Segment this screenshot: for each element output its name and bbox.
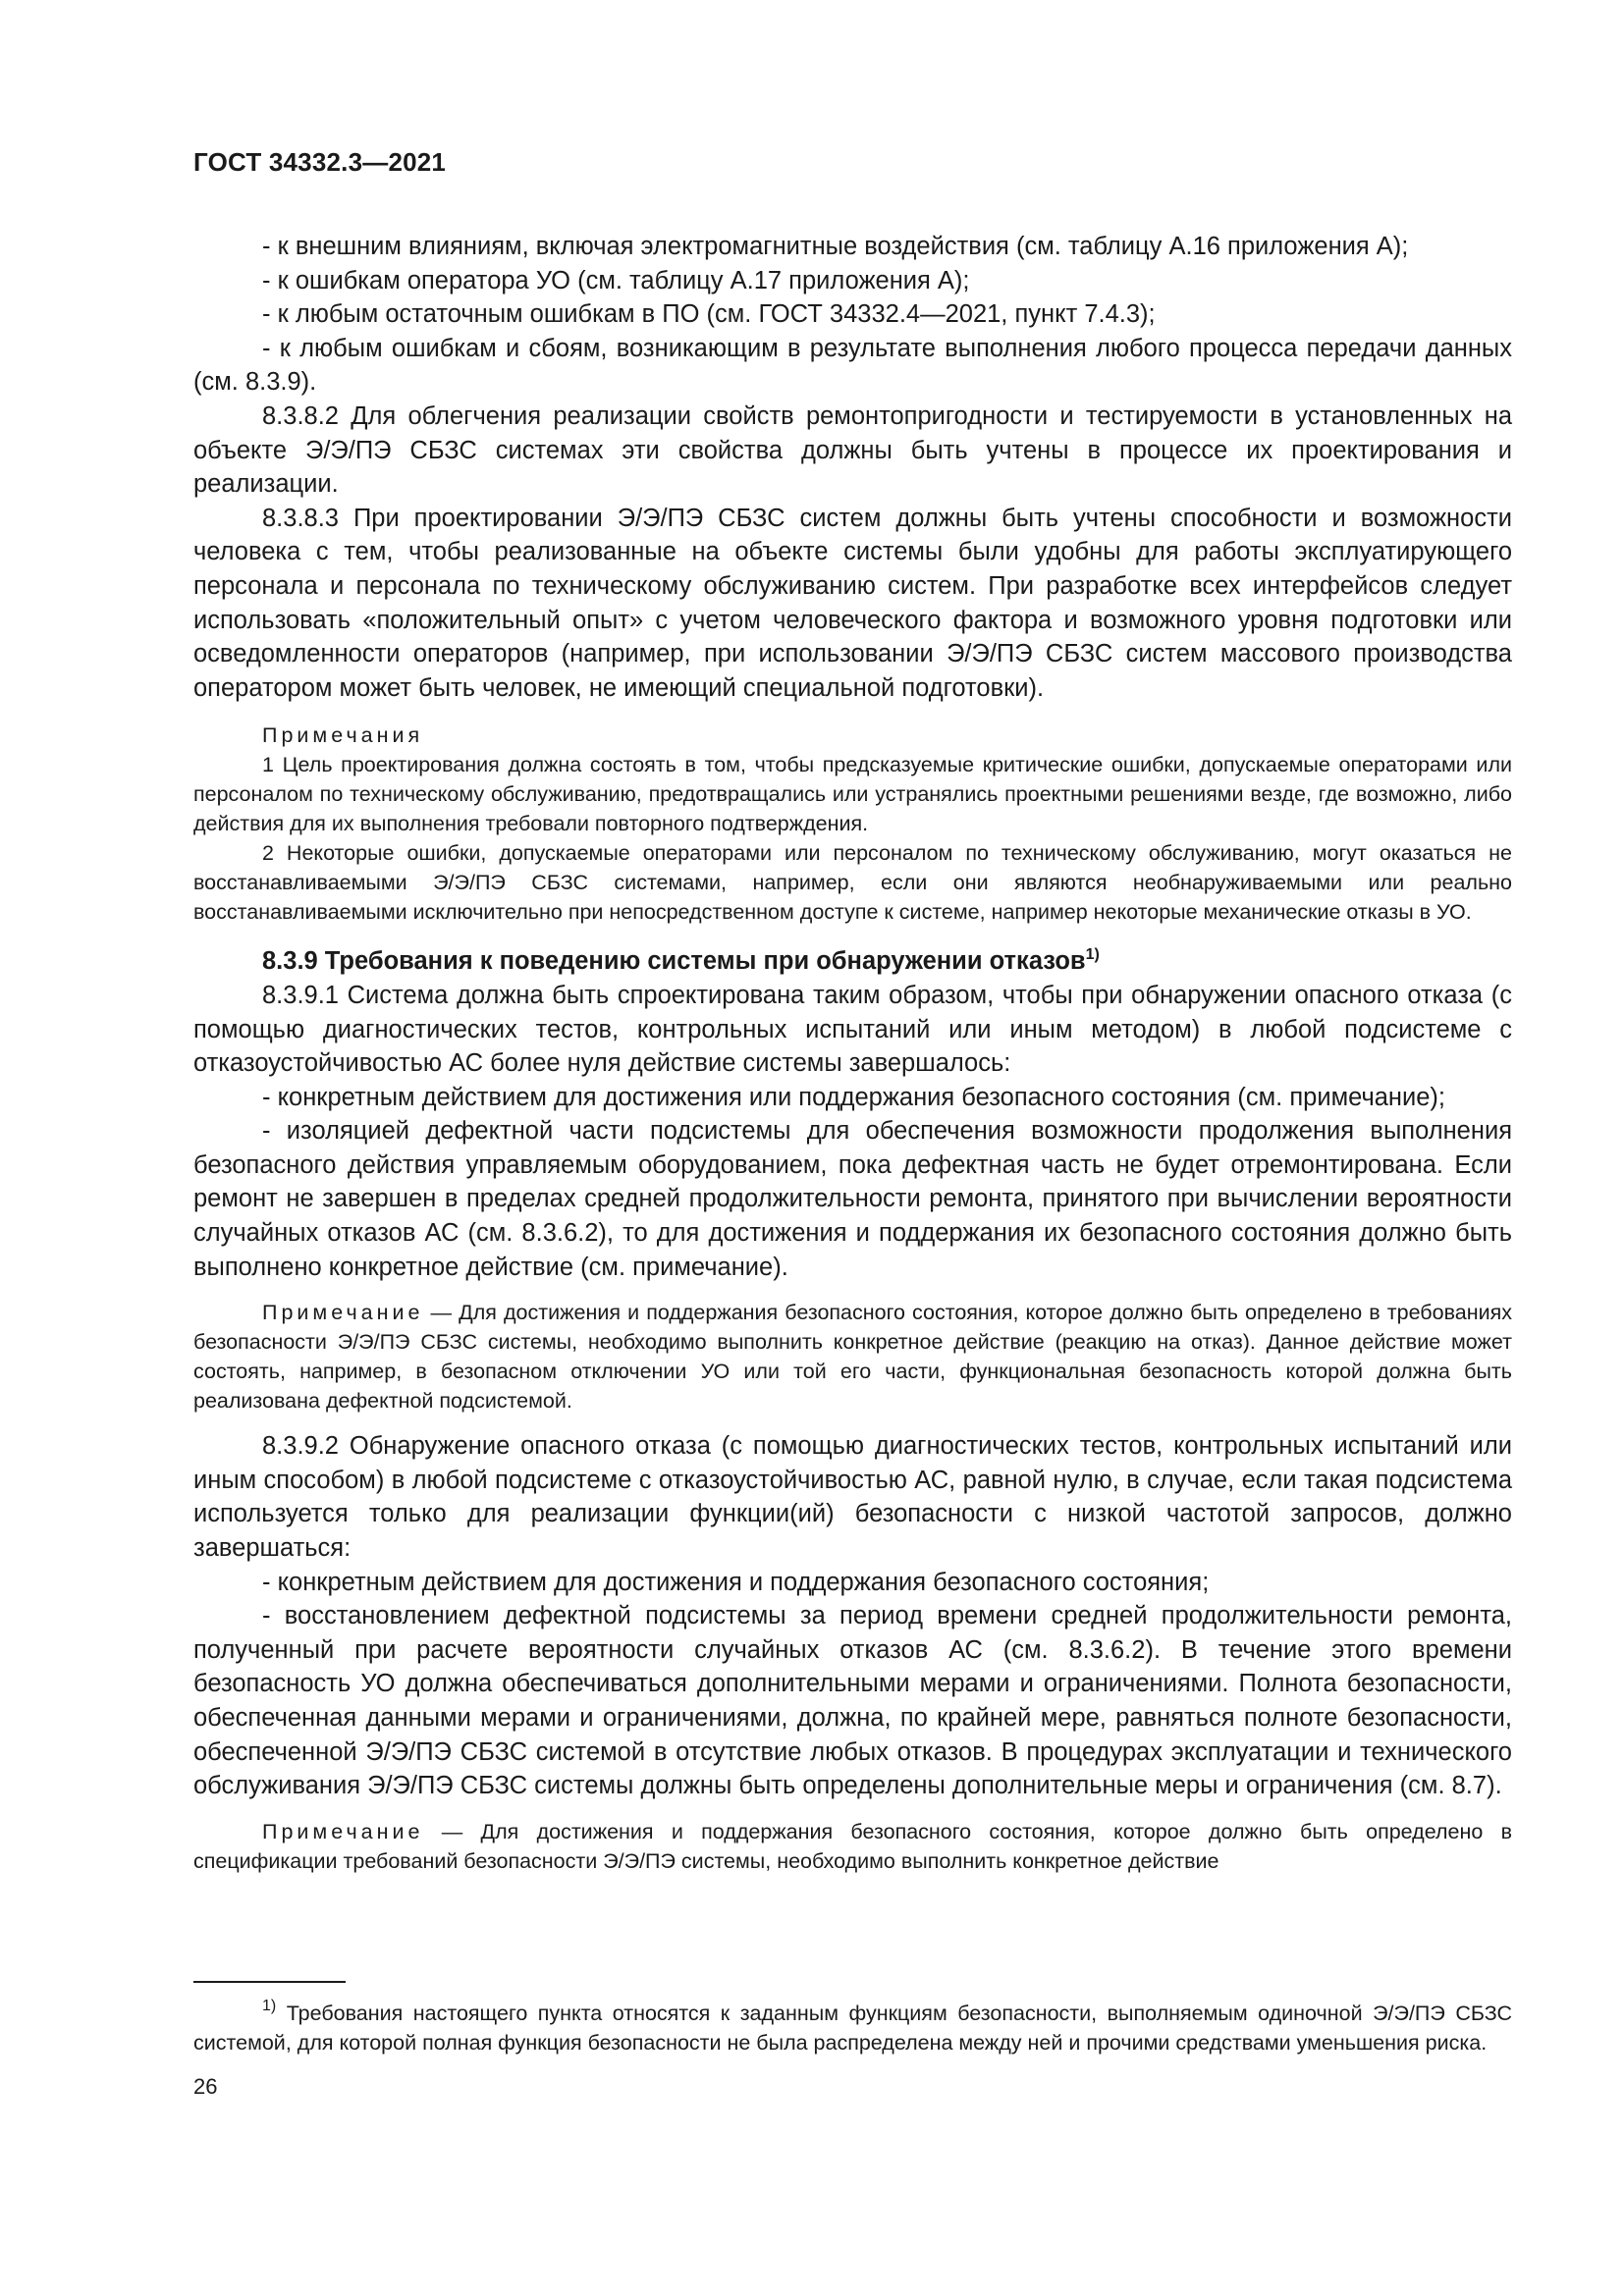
- list-item: - конкретным действием для достижения и поддержания безопасного состояния;: [262, 1568, 1210, 1596]
- paragraph-8-3-8-3: 8.3.8.3 При проектировании Э/Э/ПЭ СБЗС систем должны быть учтены способности и возможности человека с тем, чтобы реализованные на объекте системы были удобны для работы эксплуатирующего персонала и персонала по техническому обслуживанию систем. При разработке всех интерфейсов следует использовать «положительный опыт» с учетом человеческого фактора и возможного уровня подготовки или осведомленности операторов (например, при использовании Э/Э/ПЭ СБЗС систем массового производства оператором может быть человек, не имеющий специальной подготовки).: [193, 504, 1512, 702]
- section-heading-8-3-9: [193, 944, 1512, 979]
- page-number: 26: [193, 2074, 218, 2099]
- footnote-ref[interactable]: 1): [1085, 946, 1100, 964]
- list-item: - восстановлением дефектной подсистемы за период времени средней продолжительности ремонта, полученный при расчете вероятности случайных отказов АС (см. 8.3.6.2). В течение этого времени безопасность УО должна обеспечиваться дополнительными мерами и ограничениями. Полнота безопасности, обеспеченная данными мерами и ограничениями, должна, по крайней мере, равняться полноте безопасности, обеспеченной Э/Э/ПЭ СБЗС системой в отсутствие любых отказов. В процедурах эксплуатации и технического обслуживания Э/Э/ПЭ СБЗС системы должны быть определены дополнительные меры и ограничения (см. 8.7).: [193, 1602, 1512, 1800]
- running-header: ГОСТ 34332.3—2021: [193, 147, 447, 177]
- note-label: Примечание: [262, 1301, 424, 1325]
- paragraph-8-3-8-2: 8.3.8.2 Для облегчения реализации свойств ремонтопригодности и тестируемости в установленных на объекте Э/Э/ПЭ СБЗС системах эти свойства должны быть учтены в процессе их проектирования и реализации.: [193, 401, 1512, 499]
- note-item: 2 Некоторые ошибки, допускаемые операторами или персоналом по техническому обслуживанию, могут оказаться не восстанавливаемыми Э/Э/ПЭ СБЗС системами, например, если они являются необнаруживаемыми или реально восстанавливаемыми исключительно при непосредственном доступе к системе, например некоторые механические отказы в УО.: [193, 841, 1512, 925]
- list-item: - к любым остаточным ошибкам в ПО (см. ГОСТ 34332.4—2021, пункт 7.4.3);: [262, 300, 1156, 329]
- footnote: [193, 1999, 1512, 2057]
- note-block: [193, 1817, 1512, 1876]
- note-label: Примечание: [262, 1819, 424, 1843]
- footnote-text: [193, 1999, 1512, 2057]
- footnote-body: Требования настоящего пункта относятся к заданным функциям безопасности, выполняемым одиночной Э/Э/ПЭ СБЗС системой, для которой полная функция безопасности не была распределена между ней и прочими средствами уменьшения риска.: [193, 2002, 1512, 2055]
- list-item: - к внешним влияниям, включая электромагнитные воздействия (см. таблицу А.16 приложения А);: [262, 233, 1409, 260]
- note-text: — Для достижения и поддержания безопасного состояния, которое должно быть определено в спецификации требований безопасности Э/Э/ПЭ системы, необходимо выполнить конкретное действие: [193, 1819, 1512, 1873]
- section-title: 8.3.9 Требования к поведению системы при обнаружении отказов: [262, 947, 1086, 976]
- note-block: [193, 1298, 1512, 1415]
- list-item: - к любым ошибкам и сбоям, возникающим в результате выполнения любого процесса передачи данных (см. 8.3.9).: [193, 334, 1512, 397]
- footnote-divider: [193, 1981, 346, 1983]
- paragraph-8-3-9-2: 8.3.9.2 Обнаружение опасного отказа (с помощью диагностических тестов, контрольных испытаний или иным способом) в любой подсистеме с отказоустойчивостью АС, равной нулю, в случае, если такая подсистема используется только для реализации функции(ий) безопасности с низкой частотой запросов, должно завершаться:: [193, 1432, 1512, 1563]
- note-item: 1 Цель проектирования должна состоять в том, чтобы предсказуемые критические ошибки, допускаемые операторами или персоналом по техническому обслуживанию, предотвращались или устранялись проектными решениями везде, где возможно, либо действия для их выполнения требовали повторного подтверждения.: [193, 753, 1512, 836]
- footnote-mark: 1): [262, 1998, 277, 2014]
- page-body: [193, 230, 1512, 1876]
- notes-title: Примечания: [262, 723, 424, 748]
- paragraph-8-3-9-1: 8.3.9.1 Система должна быть спроектирована таким образом, чтобы при обнаружении опасного отказа (с помощью диагностических тестов, контрольных испытаний или иным методом) в любой подсистеме с отказоустойчивостью АС более нуля действие системы завершалось:: [193, 981, 1512, 1078]
- list-item: - конкретным действием для достижения или поддержания безопасного состояния (см. примечание);: [262, 1083, 1445, 1111]
- list-item: - изоляцией дефектной части подсистемы для обеспечения возможности продолжения выполнения безопасного действия управляемым оборудованием, пока дефектная часть не будет отремонтирована. Если ремонт не завершен в пределах средней продолжительности ремонта, принятого при вычислении вероятности случайных отказов АС (см. 8.3.6.2), то для достижения и поддержания их безопасного состояния должно быть выполнено конкретное действие (см. примечание).: [193, 1117, 1512, 1281]
- list-item: - к ошибкам оператора УО (см. таблицу А.17 приложения А);: [262, 266, 970, 294]
- note-text: — Для достижения и поддержания безопасного состояния, которое должно быть определено в требованиях безопасности Э/Э/ПЭ СБЗС системы, необходимо выполнить конкретное действие (реакцию на отказ). Данное действие может состоять, например, в безопасном отключении УО или той его части, функциональная безопасность которой должна быть реализована дефектной подсистемой.: [193, 1301, 1512, 1414]
